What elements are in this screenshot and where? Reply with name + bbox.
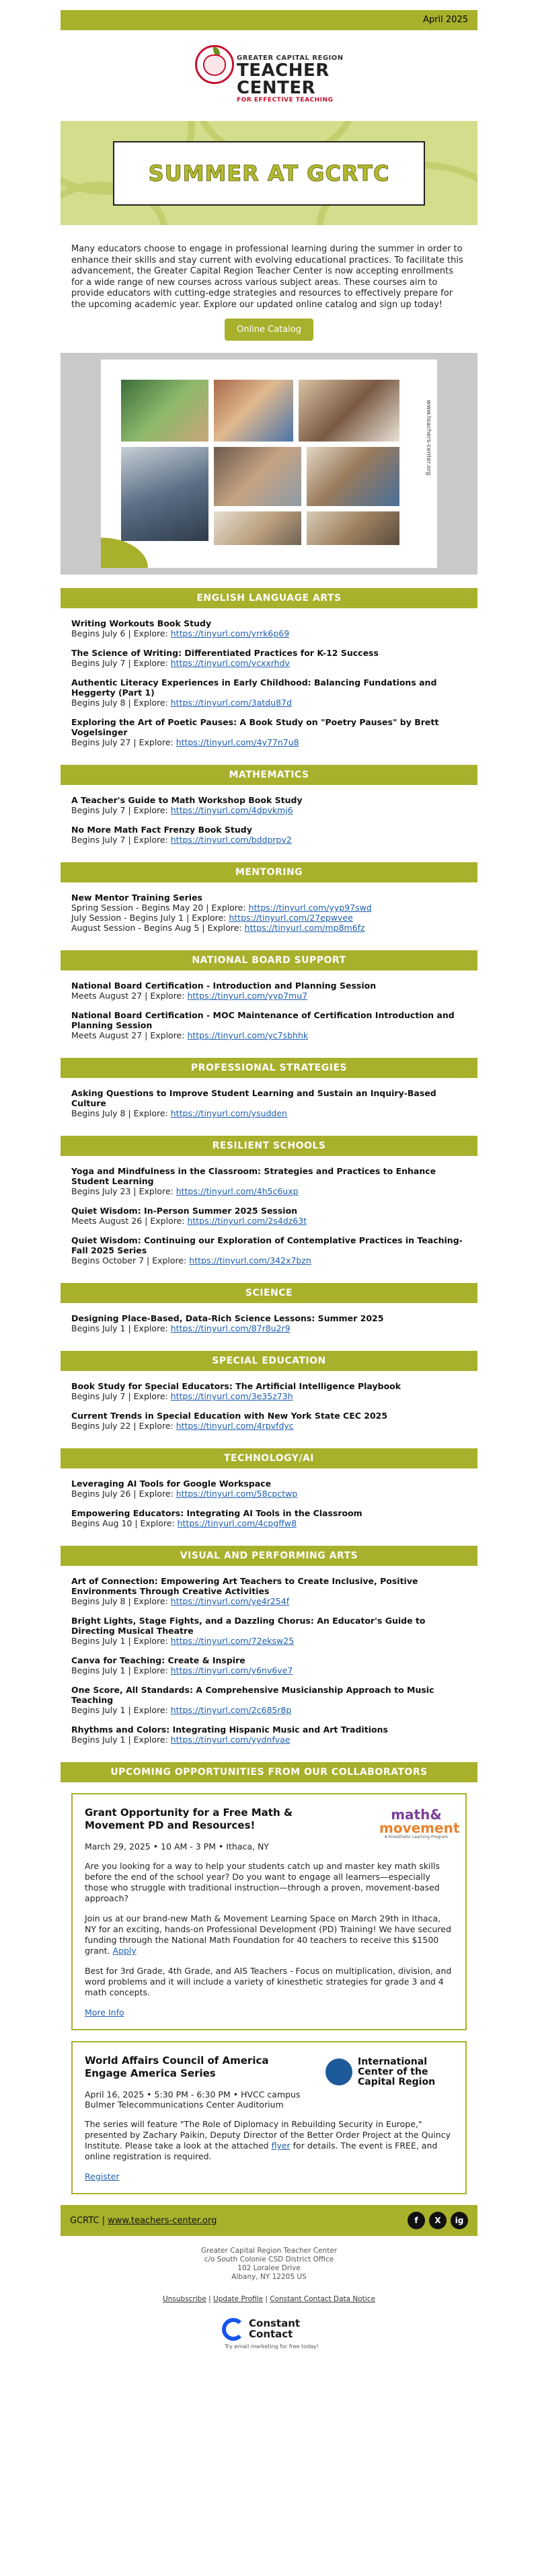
course-date: August Session - Begins Aug 5 | Explore: — [71, 923, 245, 933]
photo-teacher-laptop — [214, 447, 301, 506]
hero-title: SUMMER AT GCRTC — [148, 161, 390, 186]
intro-paragraph: Many educators choose to engage in professional learning during the summer in order to enhance their skills and stay current with evolving educational practices. To facilitate this advancement, the Greater Capital Region Teacher Center is now accepting enrollments for a wide range of new courses across various subject areas. These courses aim to provide educators with cutting-edge strategies and resources to effectively prepare for the upcoming academic year. Explore our updated online catalog and sign up today! — [71, 244, 463, 310]
more-info-link[interactable]: More Info — [85, 2007, 124, 2018]
photo-kids-smiling — [299, 380, 399, 442]
card-title: Grant Opportunity for a Free Math & Movement PD and Resources! — [85, 1806, 293, 1831]
card-title: World Affairs Council of America Engage America Series — [85, 2054, 269, 2079]
course-title: Asking Questions to Improve Student Learning and Sustain an Inquiry-Based Culture — [71, 1088, 436, 1108]
section-header-resilient: RESILIENT SCHOOLS — [61, 1136, 477, 1156]
course-date: Begins July 1 | Explore: — [71, 1705, 171, 1715]
flyer-link[interactable]: flyer — [271, 2141, 291, 2151]
section-header-tech: TECHNOLOGY/AI — [61, 1448, 477, 1468]
logo-line-3: CENTER — [237, 78, 316, 98]
course-title: The Science of Writing: Differentiated Practices for K-12 Success — [71, 648, 379, 658]
facebook-icon[interactable]: f — [408, 2212, 425, 2229]
course-title: National Board Certification - Introduction and Planning Session — [71, 981, 377, 991]
course-title: Book Study for Special Educators: The Artificial Intelligence Playbook — [71, 1381, 401, 1391]
course-link[interactable]: https://tinyurl.com/342x7bzn — [189, 1255, 311, 1265]
course-date: Begins July 8 | Explore: — [71, 1596, 171, 1606]
card-meta: March 29, 2025 • 10 AM - 3 PM • Ithaca, NY — [85, 1841, 269, 1852]
list-item — [71, 1166, 467, 1196]
section-mentoring — [61, 882, 477, 942]
list-item — [71, 1685, 467, 1715]
course-title: A Teacher's Guide to Math Workshop Book Study — [71, 795, 303, 805]
world-affairs-card — [71, 2041, 467, 2194]
apply-link[interactable]: Apply — [112, 1946, 137, 1956]
list-item — [71, 1725, 467, 1745]
course-date: Begins October 7 | Explore: — [71, 1255, 190, 1265]
card-paragraph: Join us at our brand-new Math & Movement Learning Space on March 29th in Ithaca, NY for an exciting, hands-on Professional Development (PD) Training! We have secured funding through the National Math Foundation for 40 teachers to receive this $1500 grant. Apply — [85, 1913, 451, 1956]
course-title: Designing Place-Based, Data-Rich Science Lessons: Summer 2025 — [71, 1313, 384, 1323]
list-item — [71, 1479, 467, 1499]
cc-tagline: Try email marketing for free today! — [225, 2343, 319, 2350]
math-movement-card — [71, 1793, 467, 2030]
course-date: Begins Aug 10 | Explore: — [71, 1518, 178, 1528]
section-header-ela: ENGLISH LANGUAGE ARTS — [61, 588, 477, 608]
list-item — [71, 1616, 467, 1646]
course-link[interactable]: https://tinyurl.com/2c685r8p — [170, 1705, 292, 1715]
section-header-collaborators: UPCOMING OPPORTUNITIES FROM OUR COLLABORATORS — [61, 1762, 477, 1782]
course-title: Bright Lights, Stage Fights, and a Dazzling Chorus: An Educator's Guide to Directing Musical Theatre — [71, 1616, 426, 1636]
course-title: New Mentor Training Series — [71, 892, 203, 903]
course-link[interactable]: https://tinyurl.com/ye4r254f — [170, 1596, 290, 1606]
course-link[interactable]: https://tinyurl.com/y6nv6ve7 — [170, 1665, 293, 1675]
photo-students-desks — [307, 511, 399, 545]
card-meta: April 16, 2025 • 5:30 PM - 6:30 PM • HVCC campus Bulmer Telecommunications Center Auditorium — [85, 2089, 301, 2110]
course-date: Begins July 1 | Explore: — [71, 1665, 171, 1675]
section-header-math: MATHEMATICS — [61, 765, 477, 785]
issue-date: April 2025 — [423, 15, 468, 25]
course-date: Begins July 1 | Explore: — [71, 1323, 171, 1333]
photo-kids-science — [307, 447, 399, 506]
website-link[interactable]: www.teachers-center.org — [108, 2215, 217, 2226]
date-bar — [61, 10, 477, 30]
course-title: Authentic Literacy Experiences in Early Childhood: Balancing Fundations and Heggerty (Part 1) — [71, 677, 437, 698]
course-link[interactable]: https://tinyurl.com/4rpvfdyc — [176, 1421, 294, 1431]
course-date: Begins July 7 | Explore: — [71, 658, 171, 668]
section-header-science: SCIENCE — [61, 1283, 477, 1303]
course-link[interactable]: https://tinyurl.com/4cpgffw8 — [177, 1518, 297, 1528]
list-item — [71, 1411, 467, 1431]
logo-block — [61, 30, 477, 121]
math-movement-logo — [379, 1806, 460, 1839]
course-link[interactable]: https://tinyurl.com/yyp97swd — [248, 903, 372, 913]
course-title: No More Math Fact Frenzy Book Study — [71, 825, 252, 835]
email-container — [61, 10, 477, 2350]
footer-bar — [61, 2205, 477, 2236]
collage-side-url: www.teachers-center.org — [425, 400, 432, 476]
update-profile-link[interactable]: Update Profile — [213, 2295, 264, 2303]
collage-frame — [101, 360, 437, 568]
constant-contact-badge[interactable]: Constant Contact Try email marketing for free today! — [222, 2317, 316, 2350]
logo-line-2: TEACHER — [237, 60, 330, 81]
course-link[interactable]: https://tinyurl.com/yrrk6p69 — [170, 628, 290, 638]
course-link[interactable]: https://tinyurl.com/4y77n7u8 — [176, 737, 299, 747]
course-title: Empowering Educators: Integrating AI Tools in the Classroom — [71, 1508, 362, 1518]
course-date: Begins July 22 | Explore: — [71, 1421, 176, 1431]
course-link[interactable]: https://tinyurl.com/mp8m6fz — [244, 923, 365, 933]
course-title: One Score, All Standards: A Comprehensive Musicianship Approach to Music Teaching — [71, 1685, 434, 1705]
list-item — [71, 618, 467, 638]
logo-line-1: GREATER CAPITAL REGION — [237, 54, 344, 62]
logo-line: Center of the — [358, 2067, 428, 2077]
logo-text-bottom: movement — [379, 1820, 460, 1836]
course-title: Current Trends in Special Education with New York State CEC 2025 — [71, 1411, 388, 1421]
online-catalog-button[interactable]: Online Catalog — [225, 319, 313, 341]
course-date: Meets August 27 | Explore: — [71, 1030, 188, 1040]
hero-banner — [61, 121, 477, 225]
section-resilient — [61, 1156, 477, 1275]
logo-line: Capital Region — [358, 2077, 436, 2087]
footer-org: GCRTC | — [70, 2215, 108, 2226]
card-paragraph: Are you looking for a way to help your students catch up and master key math skills before the end of the school year? Do you want to engage all learners—especially those who struggle with traditional instruction—through a proven, movement-based approach? — [85, 1861, 440, 1903]
course-link[interactable]: https://tinyurl.com/yc7sbhhk — [187, 1030, 309, 1040]
course-date: Begins July 8 | Explore: — [71, 698, 171, 708]
list-item — [71, 648, 467, 668]
list-item — [71, 677, 467, 708]
logo-text-top: math& — [391, 1806, 442, 1823]
list-item — [71, 1235, 467, 1265]
course-date: Begins July 6 | Explore: — [71, 628, 171, 638]
unsubscribe-link[interactable]: Unsubscribe — [163, 2295, 206, 2303]
section-header-prof: PROFESSIONAL STRATEGIES — [61, 1058, 477, 1078]
section-ela — [61, 608, 477, 757]
card-paragraph: The series will feature "The Role of Diplomacy in Rebuilding Security in Europe," presented by Zachary Paikin, Deputy Director of the Better Order Project at the Quincy Institute. Please take a look at the attached flyer for details. The event is FREE, and online registration is required. — [85, 2119, 451, 2161]
list-item — [71, 1655, 467, 1675]
list-item — [71, 795, 467, 815]
course-date: July Session - Begins July 1 | Explore: — [71, 913, 229, 923]
globe-icon — [325, 2059, 352, 2085]
course-link[interactable]: https://tinyurl.com/72eksw25 — [170, 1636, 295, 1646]
list-item — [71, 825, 467, 845]
course-date: Begins July 7 | Explore: — [71, 835, 171, 845]
course-title: National Board Certification - MOC Maintenance of Certification Introduction and Planning Session — [71, 1010, 455, 1030]
section-vpa — [61, 1566, 477, 1754]
section-prof — [61, 1078, 477, 1128]
course-link[interactable]: https://tinyurl.com/2s4dz63t — [187, 1216, 307, 1226]
list-item — [71, 892, 467, 933]
constant-contact-icon — [222, 2318, 245, 2341]
course-link[interactable]: https://tinyurl.com/3e35z73h — [170, 1391, 293, 1401]
course-date: Begins July 8 | Explore: — [71, 1108, 171, 1118]
list-item — [71, 1010, 467, 1040]
course-link[interactable]: https://tinyurl.com/ysudden — [170, 1108, 287, 1118]
course-link[interactable]: https://tinyurl.com/ycxxrhdv — [170, 658, 290, 668]
section-header-vpa: VISUAL AND PERFORMING ARTS — [61, 1546, 477, 1566]
course-link[interactable]: https://tinyurl.com/4h5c6uxp — [176, 1186, 299, 1196]
course-date: Begins July 27 | Explore: — [71, 737, 176, 747]
list-item — [71, 1313, 467, 1333]
course-title: Art of Connection: Empowering Art Teachers to Create Inclusive, Positive Environments Through Creative Activities — [71, 1576, 418, 1596]
course-link[interactable]: https://tinyurl.com/4dpvkmj6 — [170, 805, 293, 815]
course-date: Begins July 23 | Explore: — [71, 1186, 176, 1196]
course-link[interactable]: https://tinyurl.com/27epwvee — [229, 913, 353, 923]
course-title: Rhythms and Colors: Integrating Hispanic Music and Art Traditions — [71, 1725, 388, 1735]
course-date: Spring Session - Begins May 20 | Explore: — [71, 903, 249, 913]
card-paragraph: Best for 3rd Grade, 4th Grade, and AIS Teachers - Focus on multiplication, division, and word problems and it will include a variety of kinesthetic strategies for grade 3 and 4 math concepts. — [85, 1966, 452, 1997]
course-link[interactable]: https://tinyurl.com/yydnfvae — [170, 1735, 291, 1745]
photo-collage — [61, 353, 477, 575]
course-title: Exploring the Art of Poetic Pauses: A Book Study on "Poetry Pauses" by Brett Vogelsinger — [71, 717, 439, 737]
international-center-logo — [325, 2057, 453, 2089]
course-date: Meets August 26 | Explore: — [71, 1216, 188, 1226]
course-title: Leveraging AI Tools for Google Workspace — [71, 1479, 272, 1489]
course-date: Begins July 26 | Explore: — [71, 1489, 176, 1499]
section-tech — [61, 1468, 477, 1538]
course-link[interactable]: https://tinyurl.com/87r8u2r9 — [170, 1323, 291, 1333]
course-date: Begins July 1 | Explore: — [71, 1735, 171, 1745]
photo-classroom-group — [121, 380, 208, 442]
cta-wrap — [61, 306, 477, 353]
logo-line: International — [358, 2056, 428, 2067]
course-title: Quiet Wisdom: Continuing our Exploration of Contemplative Practices in Teaching- Fall 2025 Series — [71, 1235, 463, 1255]
mailing-address: Greater Capital Region Teacher Center c/o South Colonie CSD District Office 102 Loralee Drive Albany, NY 12205 US — [200, 2247, 338, 2281]
photo-students-tablet — [214, 380, 293, 442]
hero-title-box — [113, 141, 425, 206]
collage-accent — [101, 538, 148, 568]
logo-caption: A Kinesthetic Learning Program — [384, 1835, 449, 1839]
data-notice-link[interactable]: Constant Contact Data Notice — [270, 2295, 375, 2303]
section-header-nbs: NATIONAL BOARD SUPPORT — [61, 950, 477, 970]
list-item — [71, 717, 467, 747]
section-math — [61, 785, 477, 854]
list-item — [71, 1576, 467, 1606]
course-date: Begins July 1 | Explore: — [71, 1636, 171, 1646]
course-date: Begins July 7 | Explore: — [71, 805, 171, 815]
social-links — [408, 2212, 468, 2229]
list-item — [71, 1381, 467, 1401]
list-item — [71, 981, 467, 1001]
legal-links: Unsubscribe | Update Profile | Constant Contact Data Notice — [163, 2295, 375, 2303]
section-nbs — [61, 970, 477, 1050]
section-science — [61, 1303, 477, 1343]
course-title: Yoga and Mindfulness in the Classroom: Strategies and Practices to Enhance Student Learning — [71, 1166, 436, 1186]
course-title: Canva for Teaching: Create & Inspire — [71, 1655, 245, 1665]
course-title: Writing Workouts Book Study — [71, 618, 212, 628]
course-link[interactable]: https://tinyurl.com/58cpctwp — [176, 1489, 298, 1499]
section-sped — [61, 1371, 477, 1440]
apple-logo-icon — [195, 45, 234, 84]
list-item — [71, 1508, 467, 1528]
gcrtc-logo[interactable] — [237, 54, 344, 103]
course-link[interactable]: https://tinyurl.com/yyp7mu7 — [187, 991, 308, 1001]
course-date: Begins July 7 | Explore: — [71, 1391, 171, 1401]
course-title: Quiet Wisdom: In-Person Summer 2025 Session — [71, 1206, 298, 1216]
register-link[interactable]: Register — [85, 2171, 120, 2182]
logo-tagline: FOR EFFECTIVE TEACHING — [237, 97, 334, 103]
section-header-sped: SPECIAL EDUCATION — [61, 1351, 477, 1371]
list-item — [71, 1206, 467, 1226]
course-link[interactable]: https://tinyurl.com/bddprpv2 — [170, 835, 292, 845]
section-header-mentoring: MENTORING — [61, 862, 477, 882]
course-date: Meets August 27 | Explore: — [71, 991, 188, 1001]
list-item — [71, 1088, 467, 1118]
photo-library — [214, 511, 301, 545]
instagram-icon[interactable]: ig — [451, 2212, 468, 2229]
course-link[interactable]: https://tinyurl.com/3atdu87d — [170, 698, 292, 708]
x-twitter-icon[interactable]: X — [429, 2212, 447, 2229]
photo-student-backpack — [121, 447, 208, 541]
